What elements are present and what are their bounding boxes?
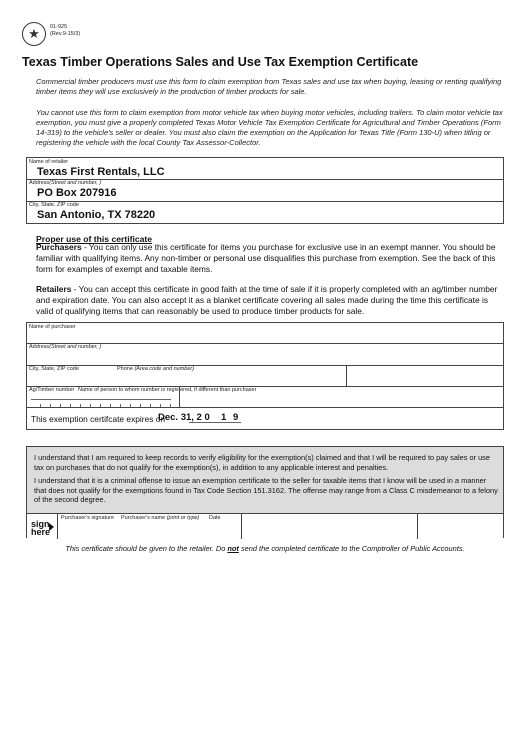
retailer-name-value[interactable]: Texas First Rentals, LLC [37, 166, 165, 178]
year-digit-1[interactable]: 1 [221, 412, 227, 423]
intro-paragraph-2: You cannot use this form to claim exemption from motor vehicle tax when buying motor vehicles, including trailers. To claim motor vehicle tax exemption, you must give a properly completed Texas Motor Vehicle Tax Exemption Certificate for Agricultural and Timber Operations (Form 14-319) to the vehicle's seller or dealer. You must also claim the exemption on the Application for Texas Title (Form 130-U) when titling or registering the vehicle with the local County Tax Assessor-Collector. [36, 108, 503, 147]
signature-field[interactable] [58, 522, 241, 538]
sign-here-label: sign here [31, 519, 51, 537]
retailer-box [26, 157, 504, 224]
certification-paragraph-2: I understand that it is a criminal offense to issue an exemption certificate to the seller for taxable items that I know will be used in a manner that does not qualify for the exemptions found in Tax Code Section 151.3162. The offense may range from a Class C misdemeanor to a felony of the second degree. [34, 476, 498, 504]
agtimber-number-label: Ag/Timber number [29, 387, 75, 393]
intro-paragraph-1: Commercial timber producers must use this form to claim exemption from Texas sales and use tax when buying, leasing or renting qualifying timber items they will use exclusively in the production of timber products for sale. [36, 77, 502, 96]
certification-paragraph-1: I understand that I am required to keep records to verify eligibility for the exemption(s) claimed and that I will be required to pay sales or use tax on purchases that do not qualify for the exemption(s), in addition to any applicable interest and penalties. [34, 453, 490, 472]
retailer-city-value[interactable]: San Antonio, TX 78220 [37, 209, 156, 221]
printed-name-field[interactable] [242, 522, 417, 538]
retailer-city-label: City, State, ZIP code [29, 202, 79, 208]
purchasers-paragraph: Purchasers - You can only use this certificate for items you purchase for exclusive use in an exempt manner. You should be familiar with qualifying items. Any non-timber or personal use disqualifies this purchase from exemption. See the back of this form for examples of exempt and taxable items. [36, 242, 496, 274]
printed-name-label: Purchaser's name (print or type) [121, 515, 200, 521]
agtimber-number-boxes[interactable] [31, 395, 171, 400]
signature-row [27, 513, 503, 539]
purchaser-name-label: Name of purchaser [29, 324, 76, 330]
retailer-address-value[interactable]: PO Box 207916 [37, 187, 117, 199]
texas-seal-icon: ★ [22, 22, 46, 46]
date-label: Date [209, 515, 221, 521]
retailers-paragraph: Retailers - You can accept this certificate in good faith at the time of sale if it is properly completed with an ag/timber number and expiration date. You can also accept it as a blanket certificate covering all sales made during the time this certificate is valid of qualifying items that can reasonably be used to produce timber products for sale. [36, 284, 498, 316]
expires-text: This exemption certifcate expires on [31, 414, 166, 424]
form-number-block [50, 24, 80, 38]
footer-note: This certificate should be given to the retailer. Do not send the completed certificate to the Comptroller of Public Accounts. [65, 544, 465, 553]
retailer-name-label: Name of retailer [29, 159, 69, 165]
date-field[interactable] [418, 522, 502, 538]
purchaser-box [26, 322, 504, 430]
year-digit-2[interactable]: 9 [233, 412, 239, 423]
registered-name-label: Name of person to whom number is registered, if different than purchaser [78, 387, 257, 393]
purchaser-phone-label: Phone (Area code and number) [117, 366, 195, 372]
form-number: 01-925 [50, 24, 68, 30]
expires-date: Dec. 31, 2 0 [158, 412, 210, 423]
certification-box [26, 446, 504, 538]
form-revision: (Rev.9-15/3) [50, 31, 81, 37]
signature-label: Purchaser's signature [61, 515, 115, 521]
retailer-address-label: Address(Street and number, ) [29, 180, 102, 186]
proper-use-heading: Proper use of this certificate [36, 234, 153, 244]
sign-here-arrow-icon [49, 523, 54, 531]
purchaser-city-label: City, State, ZIP code [29, 366, 79, 372]
purchaser-address-label: Address(Street and number, ) [29, 344, 102, 350]
page-title: Texas Timber Operations Sales and Use Tax Exemption Certificate [22, 55, 419, 69]
